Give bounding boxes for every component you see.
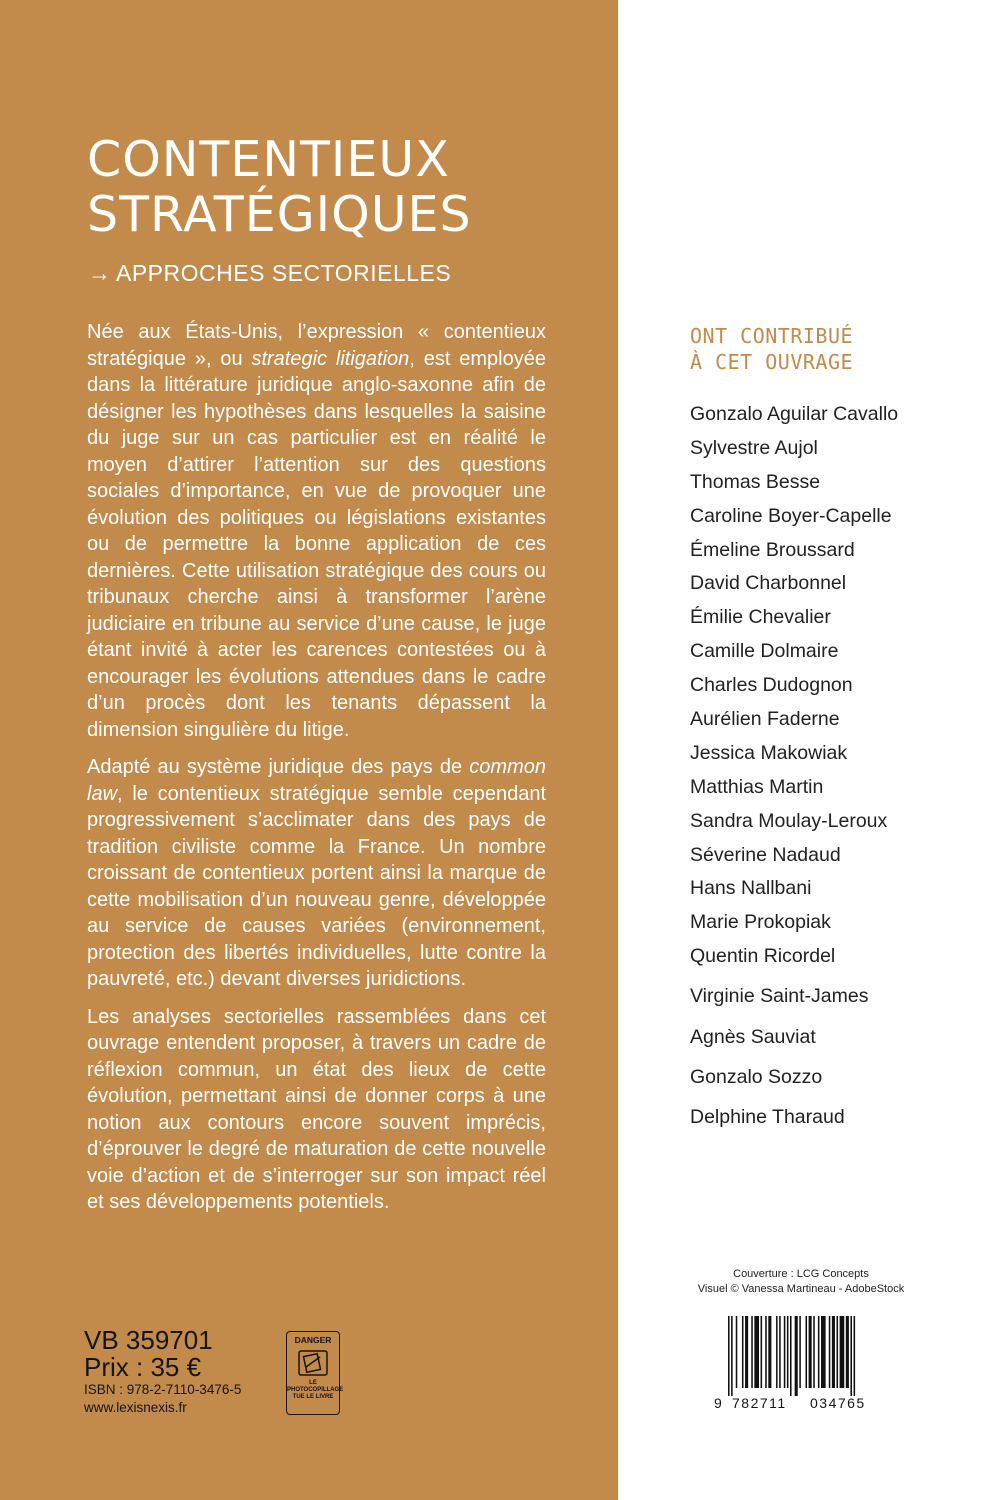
blurb-text-run: Née aux États-Unis, l’expression « contentieux stratégique », ou xyxy=(87,321,546,370)
italic-term: common law xyxy=(87,756,546,805)
contributor-name: Matthias Martin xyxy=(690,775,824,798)
publisher-url[interactable]: www.lexisnexis.fr xyxy=(84,1400,187,1415)
barcode-bar xyxy=(829,1316,831,1388)
back-cover-blurb xyxy=(87,319,546,1227)
barcode-bar xyxy=(742,1316,744,1388)
contributor-name: Thomas Besse xyxy=(690,470,821,493)
book-title-line-1: CONTENTIEUX xyxy=(87,131,450,188)
book-warning-icon xyxy=(296,1347,330,1379)
barcode-bar xyxy=(840,1316,845,1388)
barcode-lead-digit: 9 xyxy=(714,1395,722,1411)
barcode-bar xyxy=(854,1316,856,1396)
blurb-text-run: , le contentieux stratégique semble cependant progressivement s’acclimater dans des pays de tradition civiliste comme la France. Un nombre croissant de contentieux portent ainsi la marque de cette mobilisation d’un nouveau genre, développée au service de causes variées (environnement, protection des libertés individuelles, lutte contre la pauvreté, etc.) devant diverses juridictions. xyxy=(87,782,546,990)
barcode-bar xyxy=(818,1316,820,1388)
contributor-name: Aurélien Faderne xyxy=(690,708,840,731)
contributor-name: Émeline Broussard xyxy=(690,538,855,561)
barcode-bar xyxy=(832,1316,835,1388)
contributor-name: Delphine Tharaud xyxy=(690,1106,845,1128)
contributors-list xyxy=(690,398,898,1141)
contributors-heading xyxy=(690,323,853,375)
barcode-bar xyxy=(728,1316,730,1396)
contributor-name: David Charbonnel xyxy=(690,572,847,595)
barcode-bar xyxy=(776,1316,778,1388)
book-subtitle xyxy=(88,258,451,288)
barcode-bar xyxy=(736,1316,738,1388)
contributor-name: Sandra Moulay-Leroux xyxy=(690,809,888,832)
barcode-bar xyxy=(795,1316,798,1396)
contributor-name: Hans Nallbani xyxy=(690,877,812,900)
danger-logo-bottom-line-1: LE xyxy=(309,1380,317,1386)
blurb-text-run: , est employée dans la littérature juridique anglo-saxonne afin de désigner les hypothèses dans lesquelles la saisine du juge sur un cas particulier est en réalité le moyen d’attirer l’attention sur des questions sociales d’importance, en vue de provoquer une évolution des politiques ou législations existantes ou de permettre la bonne application de ces dernières. Cette utilisation stratégique des cours ou tribunaux cherche ainsi à transformer l’arène judiciaire en tribune au service d’une cause, le juge étant invité à acter les carences contestées ou à encourager les évolutions attendues dans le cadre d’un procès dont les tenants dépassent la dimension singulière du litige. xyxy=(87,347,546,741)
barcode-bar xyxy=(837,1316,839,1388)
product-price: Prix : 35 € xyxy=(84,1352,202,1382)
barcode-bar xyxy=(799,1316,801,1388)
blurb-paragraph-1 xyxy=(87,319,546,743)
barcode-right-digits: 034765 xyxy=(810,1395,866,1411)
book-title xyxy=(87,132,472,242)
contributor-name: Marie Prokopiak xyxy=(690,911,831,934)
blurb-text-run: Adapté au système juridique des pays de xyxy=(87,756,470,778)
danger-logo-bottom-line-3: TUE LE LIVRE xyxy=(292,1394,334,1400)
barcode-bar xyxy=(846,1316,849,1388)
barcode-bar xyxy=(754,1316,759,1388)
danger-logo-bottom-line-2: PHOTOCOPILLAGE xyxy=(287,1387,344,1393)
contributor-name: Gonzalo Sozzo xyxy=(690,1065,823,1088)
cover-credit-line: Couverture : LCG Concepts xyxy=(733,1268,869,1280)
barcode-image xyxy=(728,1316,890,1396)
barcode-bar xyxy=(751,1316,753,1388)
contributors-heading-line-1: ONT CONTRIBUÉ xyxy=(690,324,854,348)
blurb-paragraph-2 xyxy=(87,754,546,993)
contributor-name: Émilie Chevalier xyxy=(690,606,831,629)
subtitle-text: APPROCHES SECTORIELLES xyxy=(116,260,452,286)
contributor-name: Jessica Makowiak xyxy=(690,741,848,764)
visual-credit-line: Visuel © Vanessa Martineau - AdobeStock xyxy=(697,1283,905,1295)
italic-term: strategic litigation xyxy=(251,347,410,370)
arrow-right-icon: → xyxy=(88,260,112,286)
contributor-name: Caroline Boyer-Capelle xyxy=(690,504,892,527)
barcode-bar xyxy=(787,1316,789,1388)
barcode-bar xyxy=(731,1316,733,1396)
barcode-bar xyxy=(745,1316,748,1388)
contributor-name: Gonzalo Aguilar Cavallo xyxy=(690,403,899,425)
blurb-paragraph-3 xyxy=(87,1004,546,1216)
blurb-text-run: Les analyses sectorielles rassemblées dans cet ouvrage entendent proposer, à travers un cadre de réflexion commun, un état des lieux de cette évolution, permettant ainsi de donner corps à une notion aux contours encore souvent imprécis, d’éprouver le degré de maturation de cette nouvelle voie d’action et de s’interroger sur son impact réel et ses développements potentiels. xyxy=(87,1005,546,1213)
cover-credits xyxy=(676,1267,926,1297)
book-title-line-2: STRATÉGIQUES xyxy=(87,186,472,243)
barcode-bar xyxy=(768,1316,771,1388)
contributor-name: Camille Dolmaire xyxy=(690,640,839,663)
danger-photocopy-logo xyxy=(286,1331,344,1415)
barcode-bar xyxy=(806,1316,808,1388)
barcode-bar xyxy=(784,1316,786,1388)
barcode-bar xyxy=(809,1316,812,1388)
contributor-name: Sylvestre Aujol xyxy=(690,436,818,459)
barcode-left-digits: 782711 xyxy=(732,1395,787,1411)
product-info xyxy=(84,1327,241,1417)
barcode-bar xyxy=(761,1316,763,1388)
danger-logo-bottom xyxy=(287,1380,344,1401)
contributors-heading-line-2: À CET OUVRAGE xyxy=(690,350,854,374)
contributor-name: Quentin Ricordel xyxy=(690,945,836,968)
barcode-bar xyxy=(821,1316,826,1388)
contributor-name: Séverine Nadaud xyxy=(690,843,841,866)
product-isbn: ISBN : 978-2-7110-3476-5 xyxy=(84,1382,242,1397)
barcode-bar xyxy=(813,1316,815,1388)
barcode-bar xyxy=(765,1316,767,1388)
danger-logo-top: DANGER xyxy=(294,1335,332,1345)
contributor-name: Agnès Sauviat xyxy=(690,1025,816,1048)
barcode-bar xyxy=(850,1316,852,1396)
product-code: VB 359701 xyxy=(84,1325,213,1355)
contributor-name: Virginie Saint-James xyxy=(690,985,869,1008)
barcode-number xyxy=(714,1395,866,1411)
barcode-bar xyxy=(790,1316,792,1396)
contributor-name: Charles Dudognon xyxy=(690,674,853,697)
barcode-bar xyxy=(779,1316,781,1388)
